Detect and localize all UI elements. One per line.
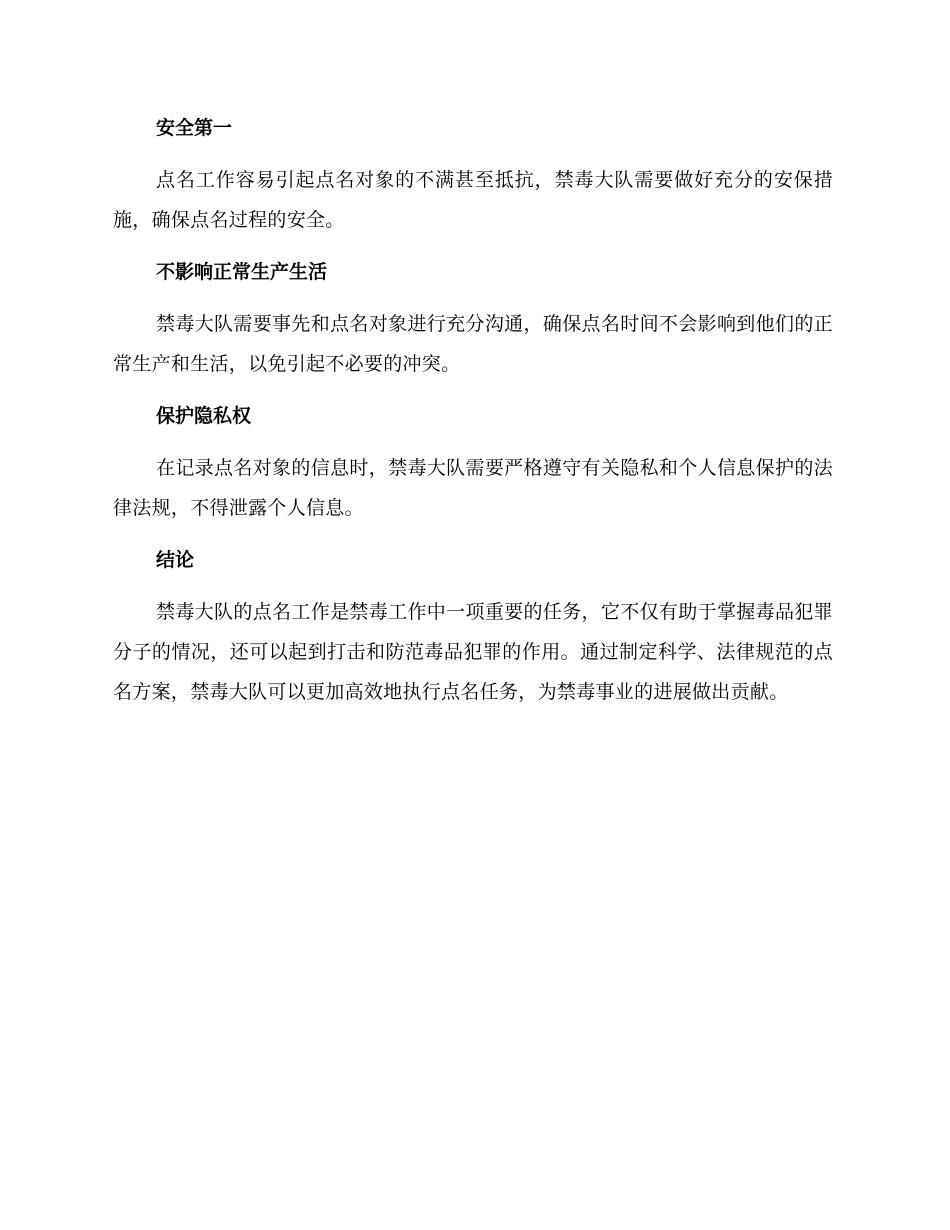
section-no-disruption <box>113 252 833 384</box>
section-heading: 保护隐私权 <box>156 405 252 427</box>
section-paragraph: 在记录点名对象的信息时，禁毒大队需要严格遵守有关隐私和个人信息保护的法律法规，不得泄露个人信息。 <box>113 457 833 519</box>
section-heading: 不影响正常生产生活 <box>156 261 328 283</box>
section-paragraph: 点名工作容易引起点名对象的不满甚至抵抗，禁毒大队需要做好充分的安保措施，确保点名过程的安全。 <box>113 169 833 231</box>
section-conclusion <box>113 540 833 712</box>
section-heading: 结论 <box>156 549 195 571</box>
section-safety <box>113 108 833 240</box>
section-paragraph: 禁毒大队需要事先和点名对象进行充分沟通，确保点名时间不会影响到他们的正常生产和生活，以免引起不必要的冲突。 <box>113 313 833 375</box>
section-privacy <box>113 396 833 528</box>
document-body <box>113 108 833 724</box>
section-paragraph: 禁毒大队的点名工作是禁毒工作中一项重要的任务，它不仅有助于掌握毒品犯罪分子的情况，还可以起到打击和防范毒品犯罪的作用。通过制定科学、法律规范的点名方案，禁毒大队可以更加高效地执行点名任务，为禁毒事业的进展做出贡献。 <box>113 601 833 703</box>
section-heading: 安全第一 <box>156 117 233 139</box>
